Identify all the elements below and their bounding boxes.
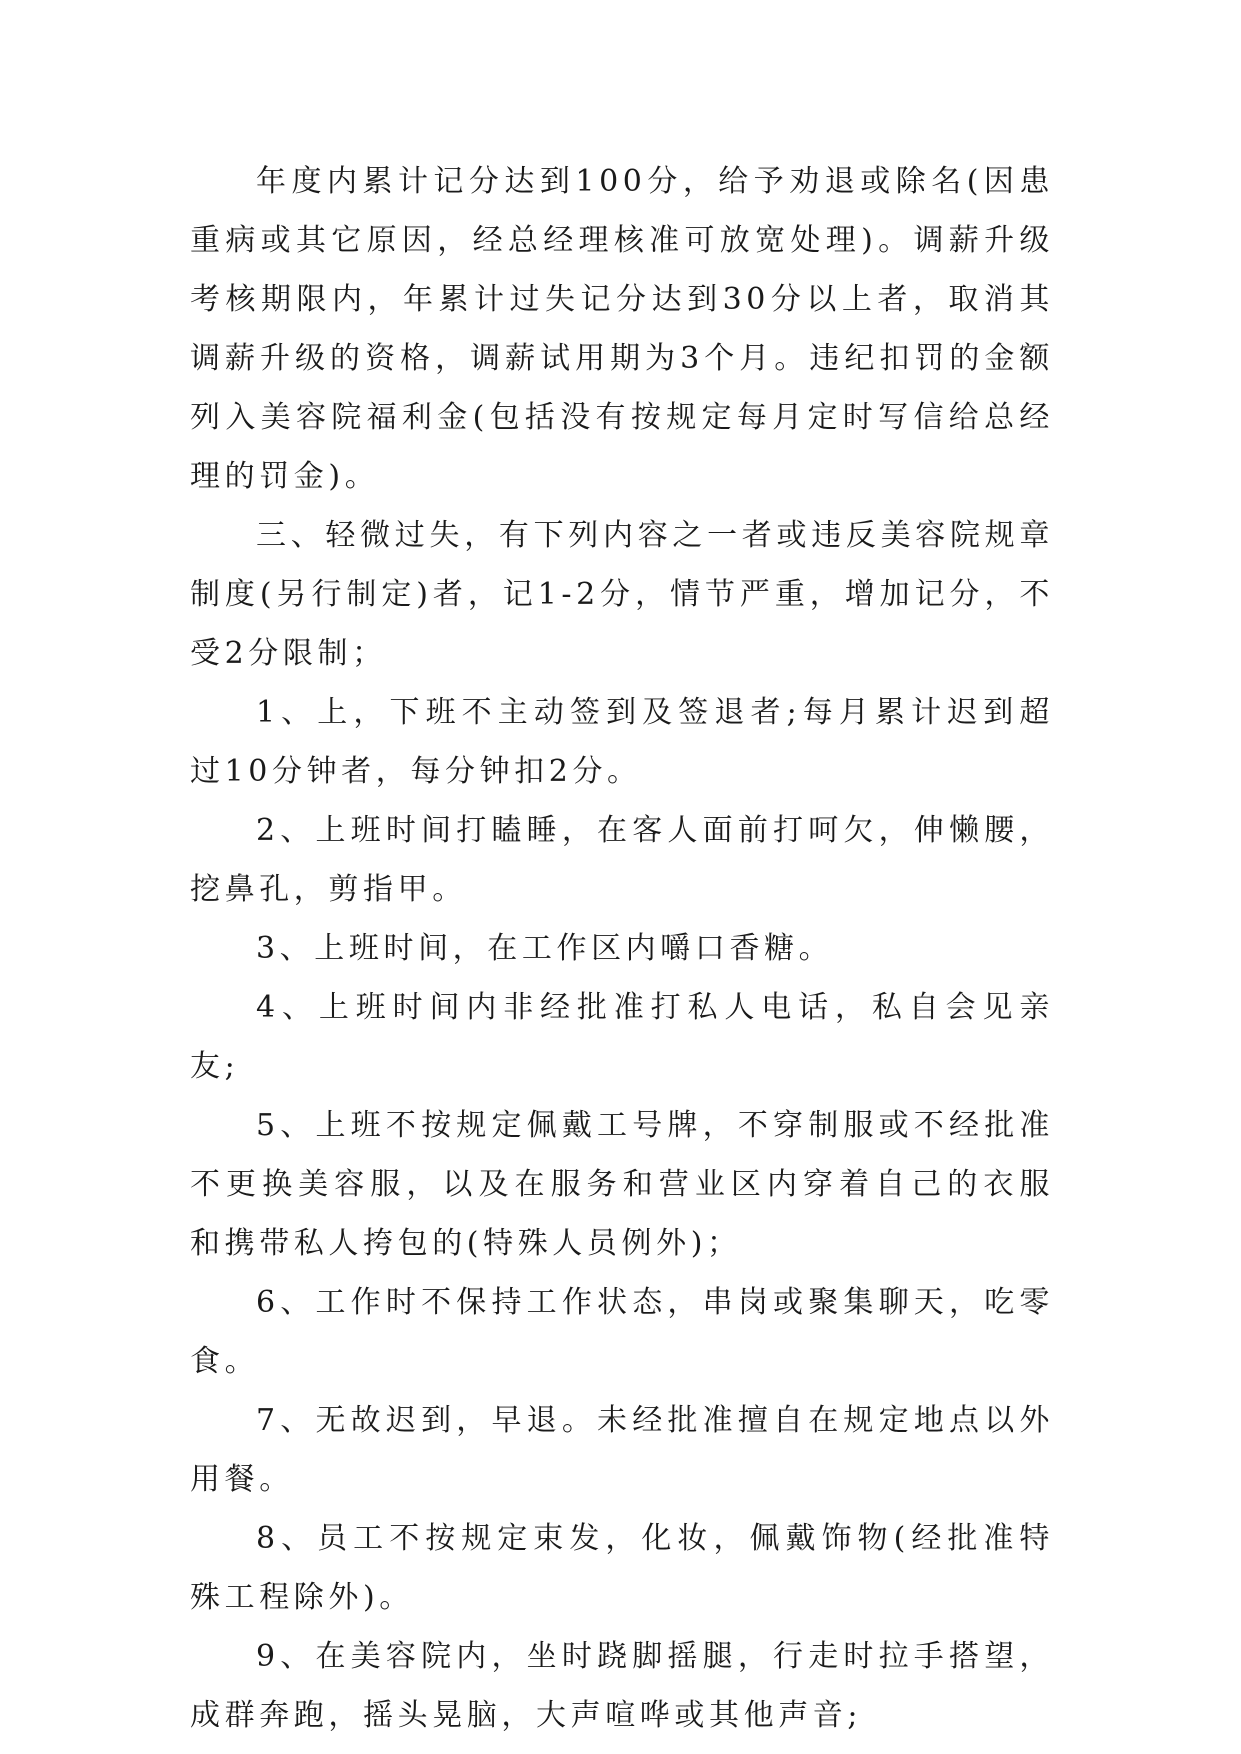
list-item-2: 2、上班时间打瞌睡，在客人面前打呵欠，伸懒腰，挖鼻孔，剪指甲。 [190,813,1054,907]
paragraph-minor-faults-heading: 三、轻微过失，有下列内容之一者或违反美容院规章制度(另行制定)者，记1-2分，情节严重，增加记分，不受2分限制； [190,518,1054,671]
list-item-5: 5、上班不按规定佩戴工号牌，不穿制服或不经批准不更换美容服，以及在服务和营业区内穿着自己的衣服和携带私人挎包的(特殊人员例外)； [190,1108,1054,1261]
document-body [190,152,1054,1745]
list-item-1: 1、上，下班不主动签到及签退者;每月累计迟到超过10分钟者，每分钟扣2分。 [190,695,1054,789]
list-item-7: 7、无故迟到，早退。未经批准擅自在规定地点以外用餐。 [190,1403,1054,1497]
list-item-3: 3、上班时间，在工作区内嚼口香糖。 [256,931,834,966]
list-item-8: 8、员工不按规定束发，化妆，佩戴饰物(经批准特殊工程除外)。 [190,1521,1054,1615]
list-item-4: 4、上班时间内非经批准打私人电话，私自会见亲友; [190,990,1054,1084]
list-item-9: 9、在美容院内，坐时跷脚摇腿，行走时拉手搭望，成群奔跑，摇头晃脑，大声喧哗或其他声音; [190,1639,1054,1733]
paragraph-annual-points: 年度内累计记分达到100分，给予劝退或除名(因患重病或其它原因，经总经理核准可放宽处理)。调薪升级考核期限内，年累计过失记分达到30分以上者，取消其调薪升级的资格，调薪试用期为3个月。违纪扣罚的金额列入美容院福利金(包括没有按规定每月定时写信给总经理的罚金)。 [190,164,1054,494]
list-item-6: 6、工作时不保持工作状态，串岗或聚集聊天，吃零食。 [190,1285,1054,1379]
